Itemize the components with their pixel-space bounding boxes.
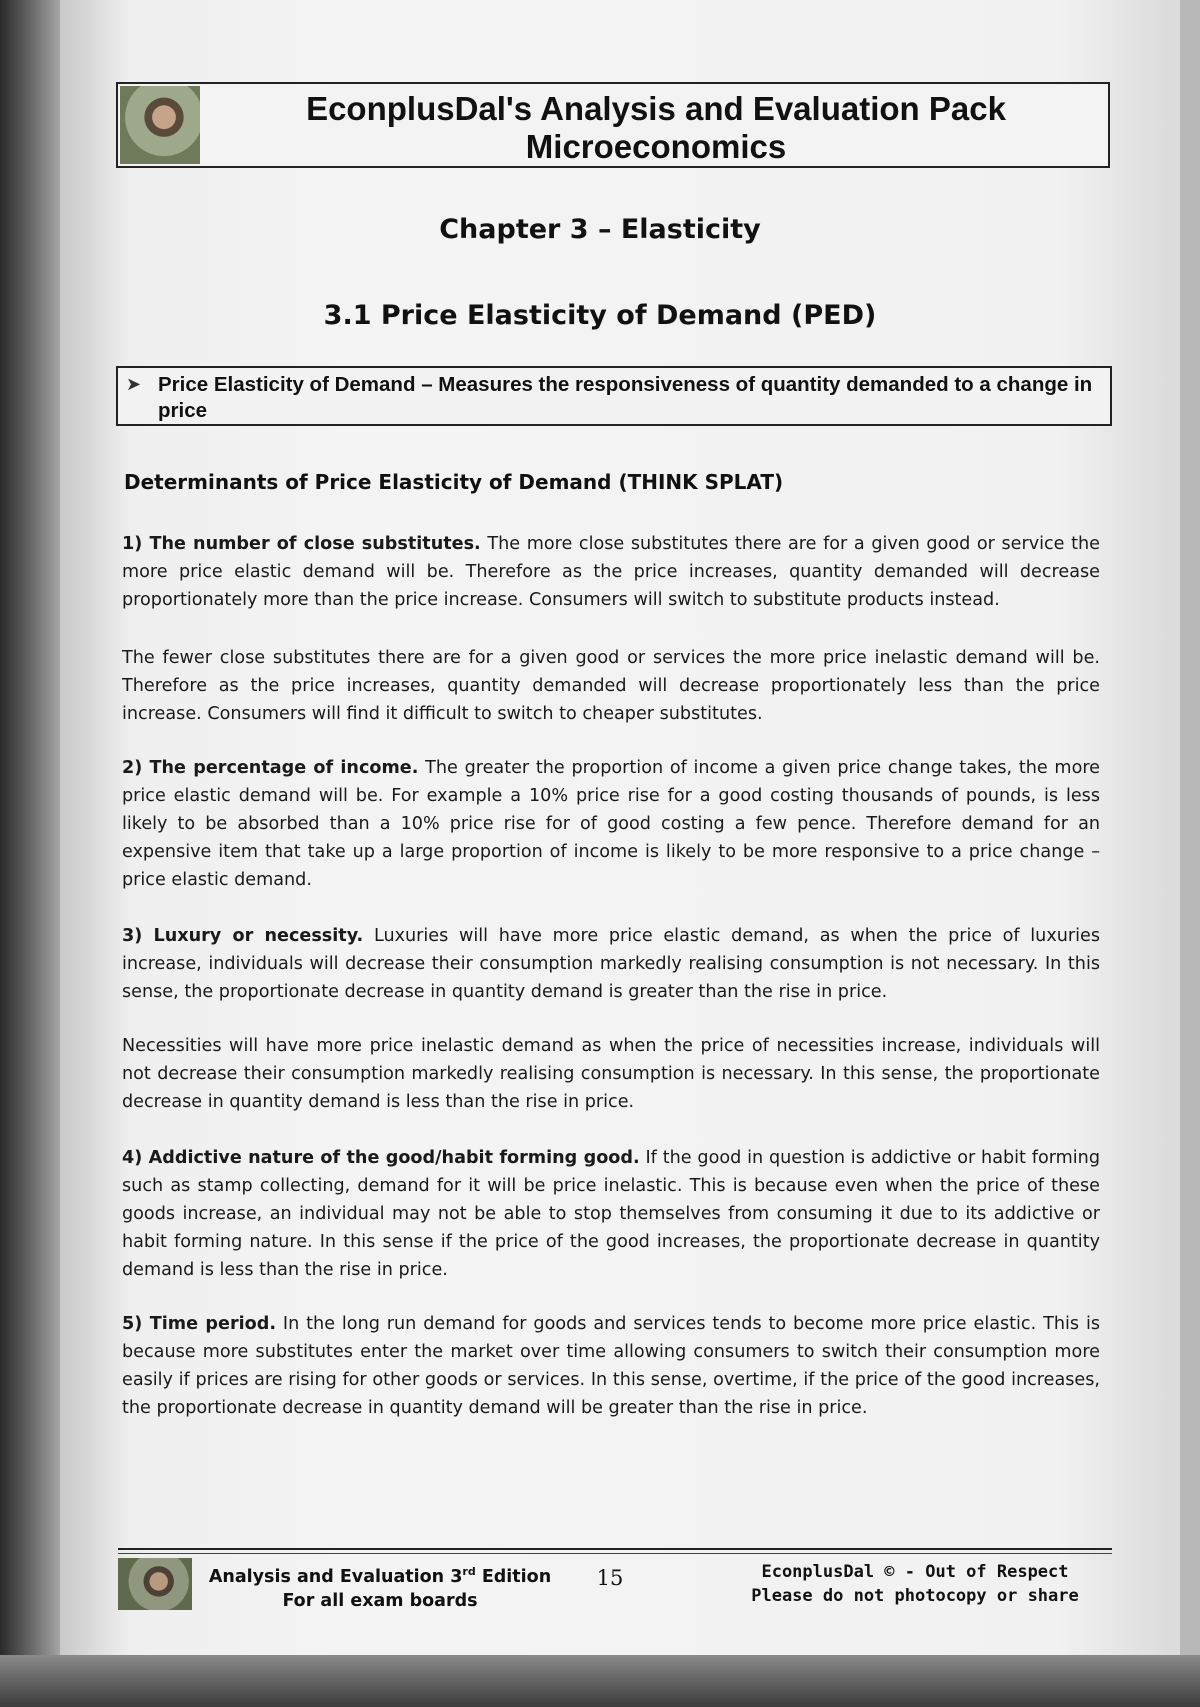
paragraph-luxury — [122, 922, 1100, 1006]
arrow-bullet-icon: ➤ — [126, 374, 142, 394]
paragraph-body: The more close substitutes there are for a given good or service the more price elastic demand will be. Therefore as the price increases, quantity demanded will decrease proportionately more than the price increase. Consumers will switch to substitute products instead. — [122, 534, 1101, 610]
footer-copyright — [740, 1560, 1090, 1608]
paragraph-lead: 3) Luxury or necessity. — [122, 926, 364, 946]
page-number: 15 — [596, 1566, 624, 1590]
definition-box — [116, 366, 1112, 426]
paragraph-lead: 5) Time period. — [122, 1314, 277, 1334]
paragraph-body: Necessities will have more price inelastic demand as when the price of necessities increase, individuals will not decrease their consumption markedly realising consumption is necessary. In this sense, the proportionate decrease in quantity demand is less than the rise in price. — [122, 1036, 1100, 1112]
paragraph-income — [122, 754, 1100, 894]
paragraph-necessity — [122, 1032, 1100, 1116]
definition-body: – Measures the responsiveness of quantity demanded to a change in price — [158, 373, 1093, 422]
definition-term: Price Elasticity of Demand — [158, 373, 416, 396]
paragraph-lead: 2) The percentage of income. — [122, 758, 419, 778]
header-title-line1: EconplusDal's Analysis and Evaluation Pack — [306, 90, 1006, 127]
section-title: 3.1 Price Elasticity of Demand (PED) — [323, 300, 877, 331]
paragraph-lead: 1) The number of close substitutes. — [122, 534, 481, 554]
paragraph-fewer-substitutes — [122, 644, 1100, 728]
chapter-title: Chapter 3 – Elasticity — [439, 214, 761, 245]
footer-edition-sup: rd — [462, 1565, 476, 1578]
header-title — [204, 90, 1108, 166]
footer-divider-thin — [118, 1553, 1112, 1554]
paragraph-time-period — [122, 1310, 1100, 1422]
footer-divider — [118, 1548, 1112, 1550]
paragraph-addictive — [122, 1144, 1100, 1284]
author-photo — [120, 86, 200, 164]
paragraph-body: In the long run demand for goods and services tends to become more price elastic. This is because more substitutes enter the market over time allowing consumers to switch their consumption more easily if prices are rising for other goods or services. In this sense, overtime, if the price of the good increases, the proportionate decrease in quantity demand will be greater than the rise in price. — [122, 1314, 1100, 1418]
determinants-heading: Determinants of Price Elasticity of Demand (THINK SPLAT) — [124, 470, 784, 494]
header-title-line2: Microeconomics — [525, 128, 787, 165]
paragraph-lead: 4) Addictive nature of the good/habit forming good. — [122, 1148, 640, 1168]
footer-edition-text: Analysis and Evaluation 3 — [208, 1566, 463, 1587]
definition-text — [158, 372, 1102, 424]
paragraph-body: The greater the proportion of income a given price change takes, the more price elastic demand will be. For example a 10% price rise for a good costing thousands of pounds, is less likely to be absorbed than a 10% price rise for of good costing a few pence. Therefore demand for an expensive item that take up a large proportion of income is likely to be more responsive to a price change – price elastic demand. — [122, 758, 1101, 890]
footer-copyright-line1: EconplusDal © - Out of Respect — [761, 1562, 1069, 1582]
paragraph-substitutes — [122, 530, 1100, 614]
footer-edition-line2: For all exam boards — [282, 1590, 478, 1611]
footer-copyright-line2: Please do not photocopy or share — [751, 1586, 1079, 1606]
footer-edition — [200, 1560, 560, 1613]
header-banner — [116, 82, 1110, 168]
paragraph-body: If the good in question is addictive or habit forming such as stamp collecting, demand for it will be price inelastic. This is because even when the price of these goods increase, an individual may not be able to stop themselves from consuming it due to its addictive or habit forming nature. In this sense if the price of the good increases, the proportionate decrease in quantity demand is less than the rise in price. — [122, 1148, 1100, 1280]
footer-edition-line1 — [200, 1560, 560, 1589]
footer-edition-suffix: Edition — [475, 1566, 552, 1587]
scan-bottom-shadow — [0, 1655, 1200, 1707]
paragraph-body: Luxuries will have more price elastic demand, as when the price of luxuries increase, individuals will decrease their consumption markedly realising consumption is not necessary. In this sense, the proportionate decrease in quantity demand is greater than the rise in price. — [122, 926, 1100, 1002]
paragraph-body: The fewer close substitutes there are for a given good or services the more price inelastic demand will be. Therefore as the price increases, quantity demanded will decrease proportionately less than the price increase. Consumers will find it difficult to switch to cheaper substitutes. — [122, 648, 1100, 724]
footer-author-photo — [118, 1558, 192, 1610]
